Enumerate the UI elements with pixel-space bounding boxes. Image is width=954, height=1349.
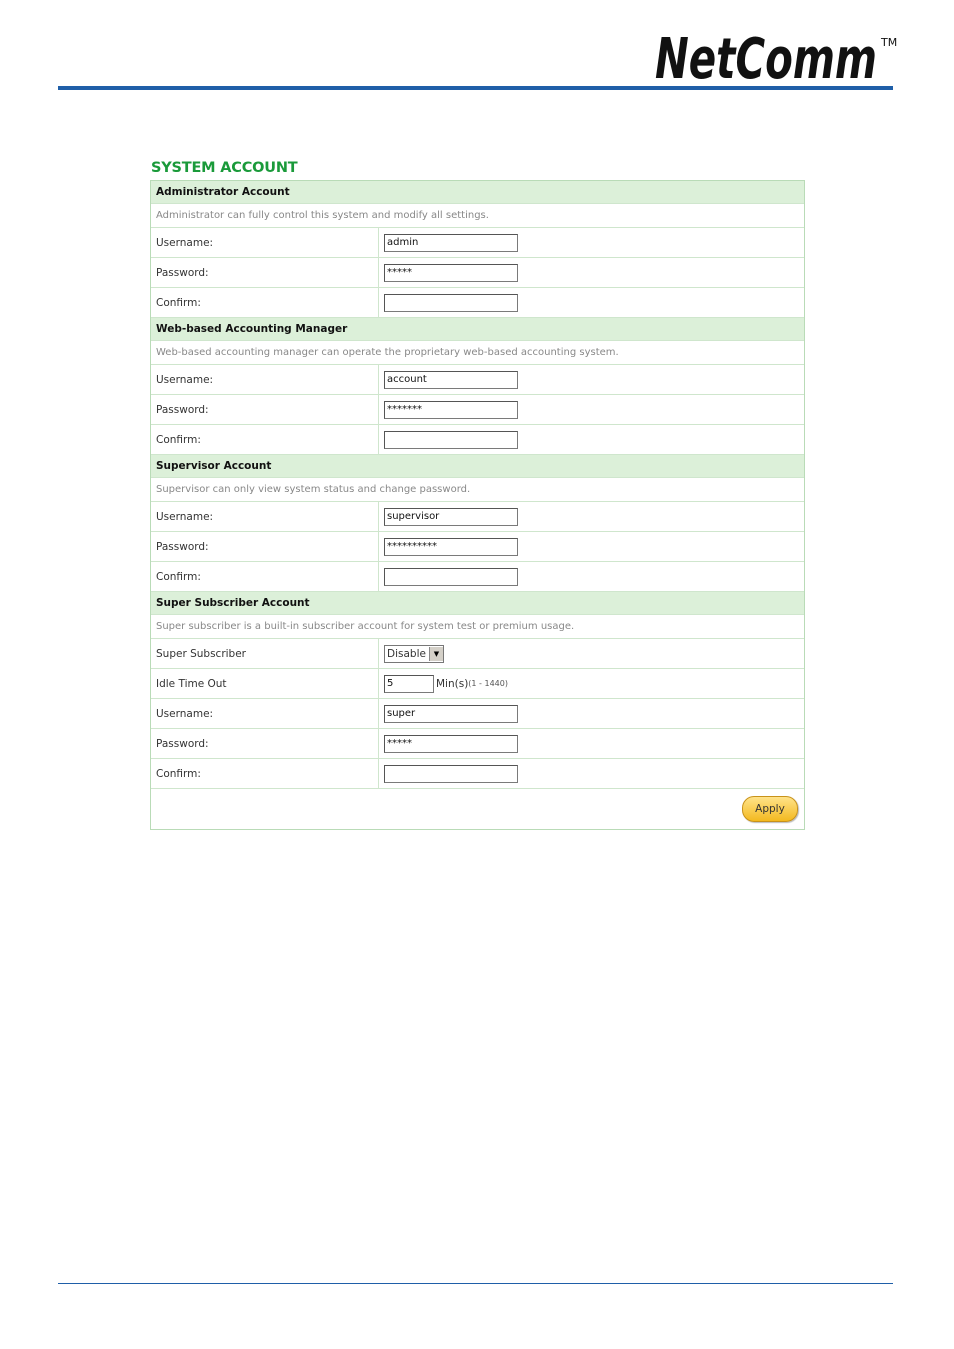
supervisor-password-input[interactable] [384,538,518,556]
password-label: Password: [151,532,379,561]
account-password-input[interactable] [384,401,518,419]
confirm-label: Confirm: [151,562,379,591]
system-account-form [150,180,805,830]
super-username-input[interactable] [384,705,518,723]
super-password-input[interactable] [384,735,518,753]
supervisor-password-row [151,532,804,562]
username-label: Username: [151,365,379,394]
super-username-row [151,699,804,729]
username-label: Username: [151,228,379,257]
supervisor-username-input[interactable] [384,508,518,526]
admin-username-row [151,228,804,258]
username-label: Username: [151,502,379,531]
idle-timeout-unit: Min(s) [436,677,469,690]
account-confirm-row [151,425,804,455]
page-title: SYSTEM ACCOUNT [151,160,298,176]
account-username-input[interactable] [384,371,518,389]
super-confirm-input[interactable] [384,765,518,783]
svg-text:NetComm: NetComm [655,27,877,86]
account-password-row [151,395,804,425]
chevron-down-icon[interactable]: ▼ [429,647,443,661]
section-header-accounting-manager: Web-based Accounting Manager [151,318,804,341]
netcomm-logo [655,24,900,86]
super-subscriber-label: Super Subscriber [151,639,379,668]
admin-confirm-row [151,288,804,318]
select-value: Disable [387,647,426,660]
section-description: Supervisor can only view system status and change password. [151,478,804,502]
idle-timeout-row [151,669,804,699]
super-password-row [151,729,804,759]
account-confirm-input[interactable] [384,431,518,449]
supervisor-confirm-row [151,562,804,592]
apply-row [151,789,804,829]
supervisor-confirm-input[interactable] [384,568,518,586]
admin-password-input[interactable] [384,264,518,282]
supervisor-username-row [151,502,804,532]
header-rule [58,86,893,90]
section-header-supervisor: Supervisor Account [151,455,804,478]
super-subscriber-select[interactable] [384,645,444,663]
section-header-administrator: Administrator Account [151,181,804,204]
idle-timeout-range: (1 - 1440) [468,679,508,688]
section-description: Administrator can fully control this system and modify all settings. [151,204,804,228]
account-username-row [151,365,804,395]
password-label: Password: [151,729,379,758]
svg-text:TM: TM [881,36,898,49]
confirm-label: Confirm: [151,288,379,317]
admin-confirm-input[interactable] [384,294,518,312]
confirm-label: Confirm: [151,759,379,788]
apply-button[interactable]: Apply [742,796,798,822]
confirm-label: Confirm: [151,425,379,454]
section-description: Super subscriber is a built-in subscriber account for system test or premium usage. [151,615,804,639]
idle-timeout-input[interactable] [384,675,434,693]
section-description: Web-based accounting manager can operate the proprietary web-based accounting system. [151,341,804,365]
super-subscriber-row [151,639,804,669]
password-label: Password: [151,395,379,424]
idle-timeout-label: Idle Time Out [151,669,379,698]
footer-rule [58,1283,893,1284]
super-confirm-row [151,759,804,789]
username-label: Username: [151,699,379,728]
password-label: Password: [151,258,379,287]
admin-username-input[interactable] [384,234,518,252]
section-header-super-subscriber: Super Subscriber Account [151,592,804,615]
admin-password-row [151,258,804,288]
